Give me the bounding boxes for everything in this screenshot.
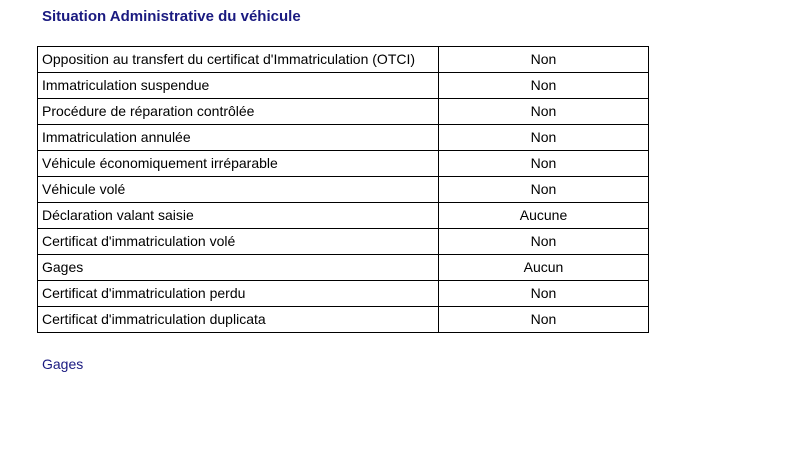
row-label: Gages: [38, 255, 439, 281]
row-label: Véhicule économiquement irréparable: [38, 151, 439, 177]
row-label: Déclaration valant saisie: [38, 203, 439, 229]
row-label: Immatriculation suspendue: [38, 73, 439, 99]
row-value: Non: [439, 151, 649, 177]
row-label: Certificat d'immatriculation duplicata: [38, 307, 439, 333]
row-value: Non: [439, 125, 649, 151]
row-label: Opposition au transfert du certificat d'Immatriculation (OTCI): [38, 47, 439, 73]
row-value: Non: [439, 281, 649, 307]
row-value: Non: [439, 229, 649, 255]
row-value: Non: [439, 307, 649, 333]
page-title: Situation Administrative du véhicule: [42, 8, 301, 25]
row-value: Aucune: [439, 203, 649, 229]
row-label: Certificat d'immatriculation volé: [38, 229, 439, 255]
row-value: Non: [439, 47, 649, 73]
row-value: Non: [439, 177, 649, 203]
row-value: Non: [439, 73, 649, 99]
row-value: Non: [439, 99, 649, 125]
table-row: [38, 203, 649, 229]
table-row: [38, 255, 649, 281]
gages-section-heading: Gages: [42, 356, 84, 372]
table-row: [38, 125, 649, 151]
row-label: Véhicule volé: [38, 177, 439, 203]
row-label: Immatriculation annulée: [38, 125, 439, 151]
administrative-status-table: [37, 46, 649, 333]
table-row: [38, 47, 649, 73]
table-row: [38, 177, 649, 203]
table-row: [38, 229, 649, 255]
row-label: Procédure de réparation contrôlée: [38, 99, 439, 125]
table-row: [38, 151, 649, 177]
table-row: [38, 73, 649, 99]
table-row: [38, 99, 649, 125]
table-row: [38, 281, 649, 307]
row-value: Aucun: [439, 255, 649, 281]
table-row: [38, 307, 649, 333]
row-label: Certificat d'immatriculation perdu: [38, 281, 439, 307]
